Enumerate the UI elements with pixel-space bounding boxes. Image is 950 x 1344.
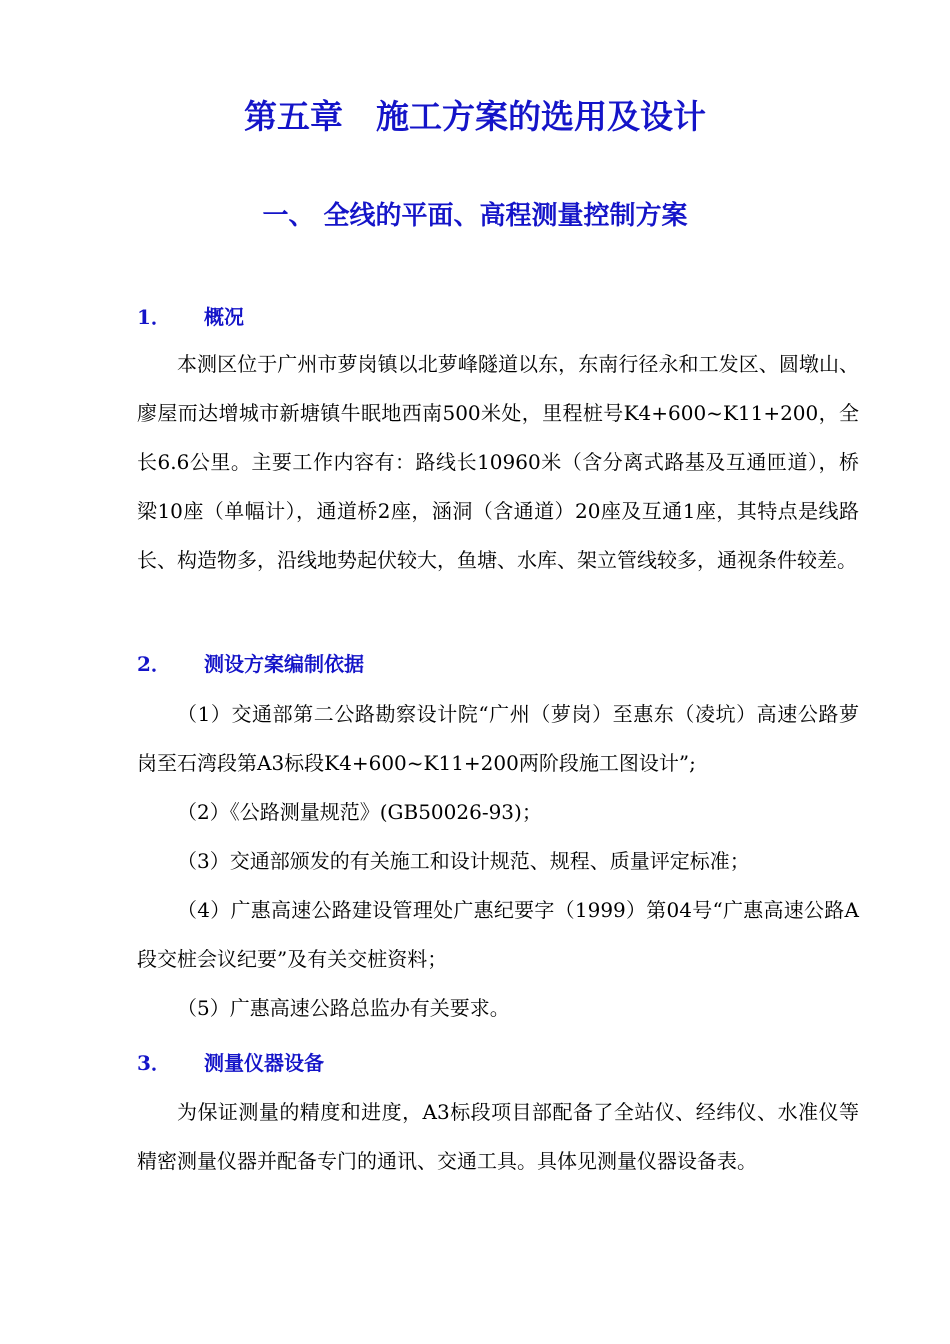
- section-2-body: [137, 690, 859, 1033]
- section-heading-2: [137, 647, 364, 681]
- section-number: 3．: [137, 1051, 171, 1075]
- paragraph: （3）交通部颁发的有关施工和设计规范、规程、质量评定标准；: [177, 849, 750, 873]
- section-number: 2．: [137, 652, 171, 676]
- paragraph: 本测区位于广州市萝岗镇以北萝峰隧道以东，东南行径永和工发区、圆墩山、廖屋而达增城市新塘镇牛眠地西南500米处，里程桩号K4+600~K11+200，全长6.6公里。主要工作内容有：路线长10960米（含分离式路基及互通匝道），桥梁10座（单幅计），通道桥2座，涵洞（含通道）20座及互通1座，其特点是线路长、构造物多，沿线地势起伏较大，鱼塘、水库、架立管线较多，通视条件较差。: [137, 352, 859, 572]
- paragraph: （4）广惠高速公路建设管理处广惠纪要字（1999）第04号“广惠高速公路A段交桩会议纪要”及有关交桩资料；: [137, 898, 859, 971]
- section-heading-text: 概况: [204, 305, 244, 329]
- chapter-title: 第五章 施工方案的选用及设计: [244, 97, 706, 136]
- section-3-body: [137, 1088, 859, 1186]
- section-heading-1: [137, 300, 244, 334]
- section-number: 1．: [137, 305, 171, 329]
- paragraph: （5）广惠高速公路总监办有关要求。: [177, 996, 510, 1020]
- section-1-body: [137, 340, 859, 585]
- paragraph: （2）《公路测量规范》(GB50026-93)；: [177, 800, 542, 824]
- section-title: 一、 全线的平面、高程测量控制方案: [262, 201, 688, 231]
- section-heading-3: [137, 1046, 324, 1080]
- paragraph: （1）交通部第二公路勘察设计院“广州（萝岗）至惠东（凌坑）高速公路萝岗至石湾段第A3标段K4+600~K11+200两阶段施工图设计”;: [137, 702, 859, 775]
- paragraph: 为保证测量的精度和进度，A3标段项目部配备了全站仪、经纬仪、水准仪等精密测量仪器并配备专门的通讯、交通工具。具体见测量仪器设备表。: [137, 1100, 859, 1173]
- section-heading-text: 测设方案编制依据: [204, 652, 364, 676]
- section-heading-text: 测量仪器设备: [204, 1051, 324, 1075]
